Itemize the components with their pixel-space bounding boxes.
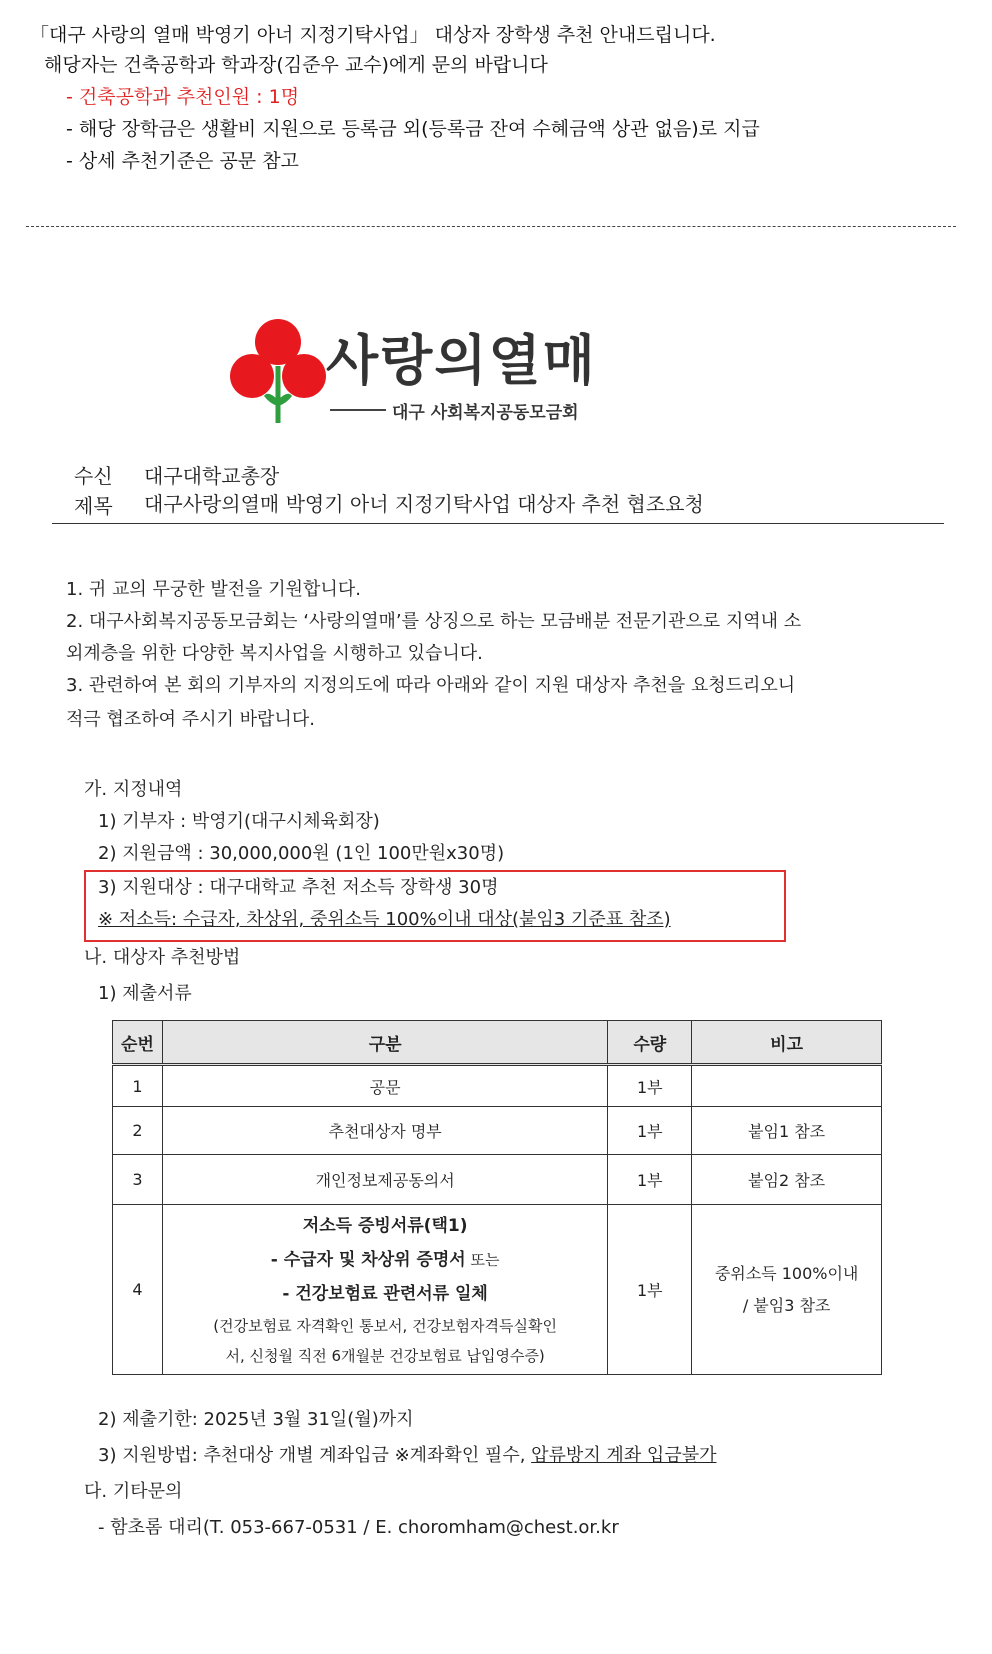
table-row <box>113 1205 882 1375</box>
recipient-value: 대구대학교총장 <box>144 464 280 488</box>
paragraph-3-line2: 적극 협조하여 주시기 바랍니다. <box>66 709 315 730</box>
section-a-title: 가. 지정내역 <box>84 779 183 800</box>
row-qty: 1부 <box>608 1107 692 1155</box>
recipient-label: 수신 <box>74 464 113 488</box>
notice-bullet-payment: - 해당 장학금은 생활비 지원으로 등록금 외(등록금 잔여 수혜금액 상관 없음)로 지급 <box>66 118 760 140</box>
row-qty: 1부 <box>608 1205 692 1375</box>
logo-name: 사랑의열매 <box>326 329 597 392</box>
row-item: 개인정보제공동의서 <box>162 1155 607 1205</box>
proof-title: 저소득 증빙서류(택1) <box>302 1215 468 1236</box>
section-c-title: 다. 기타문의 <box>84 1481 183 1502</box>
documents-table <box>112 1020 882 1375</box>
col-header-no: 순번 <box>113 1021 163 1065</box>
row-item-proof <box>162 1205 607 1375</box>
notice-bullet-quota: - 건축공학과 추천인원 : 1명 <box>66 86 300 108</box>
row-note: 붙임1 참조 <box>692 1107 882 1155</box>
col-header-note: 비고 <box>692 1021 882 1065</box>
proof-detail-1: (건강보험료 자격확인 통보서, 건강보험자격득실확인 <box>213 1316 557 1335</box>
row-note <box>692 1065 882 1107</box>
row-note-line2: / 붙임3 참조 <box>742 1295 831 1315</box>
table-header-row <box>113 1021 882 1065</box>
col-header-qty: 수량 <box>608 1021 692 1065</box>
row-no: 2 <box>113 1107 163 1155</box>
proof-option-1-bold: - 수급자 및 차상위 증명서 <box>270 1249 466 1270</box>
table-row <box>113 1065 882 1107</box>
notice-contact-line: 해당자는 건축공학과 학과장(김준우 교수)에게 문의 바랍니다 <box>44 54 548 76</box>
row-qty: 1부 <box>608 1065 692 1107</box>
row-qty: 1부 <box>608 1155 692 1205</box>
proof-option-2: - 건강보험료 관련서류 일체 <box>282 1283 488 1304</box>
donor-item: 1) 기부자 : 박영기(대구시체육회장) <box>98 811 380 832</box>
row-item: 추천대상자 명부 <box>162 1107 607 1155</box>
logo-rule <box>330 409 386 411</box>
row-no: 3 <box>113 1155 163 1205</box>
table-row <box>113 1107 882 1155</box>
row-note: 붙임2 참조 <box>692 1155 882 1205</box>
proof-detail-2: 서, 신청월 직전 6개월분 건강보험료 납입영수증) <box>225 1346 545 1365</box>
proof-option-1-tail: 또는 <box>465 1250 500 1269</box>
header-divider <box>52 523 944 524</box>
deadline-item: 2) 제출기한: 2025년 3월 31일(월)까지 <box>98 1409 414 1430</box>
row-note-line1: 중위소득 100%이내 <box>714 1263 859 1283</box>
logo <box>230 318 650 428</box>
subject-label: 제목 <box>74 494 113 518</box>
logo-subtitle: 대구 사회복지공동모금회 <box>392 403 579 423</box>
method-item <box>98 1440 716 1472</box>
notice-title: 「대구 사랑의 열매 박영기 아너 지정기탁사업」 대상자 장학생 추천 안내드립니다. <box>30 24 716 46</box>
paragraph-2-line1: 2. 대구사회복지공동모금회는 ‘사랑의열매’를 상징으로 하는 모금배분 전문기관으로 지역내 소 <box>66 611 802 632</box>
col-header-item: 구분 <box>162 1021 607 1065</box>
target-item: 3) 지원대상 : 대구대학교 추천 저소득 장학생 30명 <box>98 877 499 898</box>
proof-option-1 <box>164 1243 606 1277</box>
table-row <box>113 1155 882 1205</box>
row-no: 1 <box>113 1065 163 1107</box>
paragraph-3-line1: 3. 관련하여 본 회의 기부자의 지정의도에 따라 아래와 같이 지원 대상자 추천을 요청드리오니 <box>66 675 796 696</box>
notice-bullet-criteria: - 상세 추천기준은 공문 참고 <box>66 150 299 172</box>
row-note <box>692 1205 882 1375</box>
dashed-divider <box>26 226 956 227</box>
paragraph-1: 1. 귀 교의 무궁한 발전을 기원합니다. <box>66 579 361 600</box>
method-text: 3) 지원방법: 추천대상 개별 계좌입금 ※계좌확인 필수, <box>98 1445 532 1466</box>
amount-item: 2) 지원금액 : 30,000,000원 (1인 100만원x30명) <box>98 843 505 864</box>
section-b-title: 나. 대상자 추천방법 <box>84 947 241 968</box>
row-no: 4 <box>113 1205 163 1375</box>
contact-info: - 함초롬 대리(T. 053-667-0531 / E. choromham@chest.or.kr <box>98 1517 619 1538</box>
subject-value: 대구사랑의열매 박영기 아너 지정기탁사업 대상자 추천 협조요청 <box>144 492 704 516</box>
method-warning: 압류방지 계좌 입금불가 <box>531 1445 717 1466</box>
fruit-logo-icon <box>230 318 330 428</box>
row-item: 공문 <box>162 1065 607 1107</box>
documents-subtitle: 1) 제출서류 <box>98 983 192 1004</box>
paragraph-2-line2: 외계층을 위한 다양한 복지사업을 시행하고 있습니다. <box>66 643 483 664</box>
low-income-note: ※ 저소득: 수급자, 차상위, 중위소득 100%이내 대상(붙임3 기준표 참조) <box>98 909 671 930</box>
